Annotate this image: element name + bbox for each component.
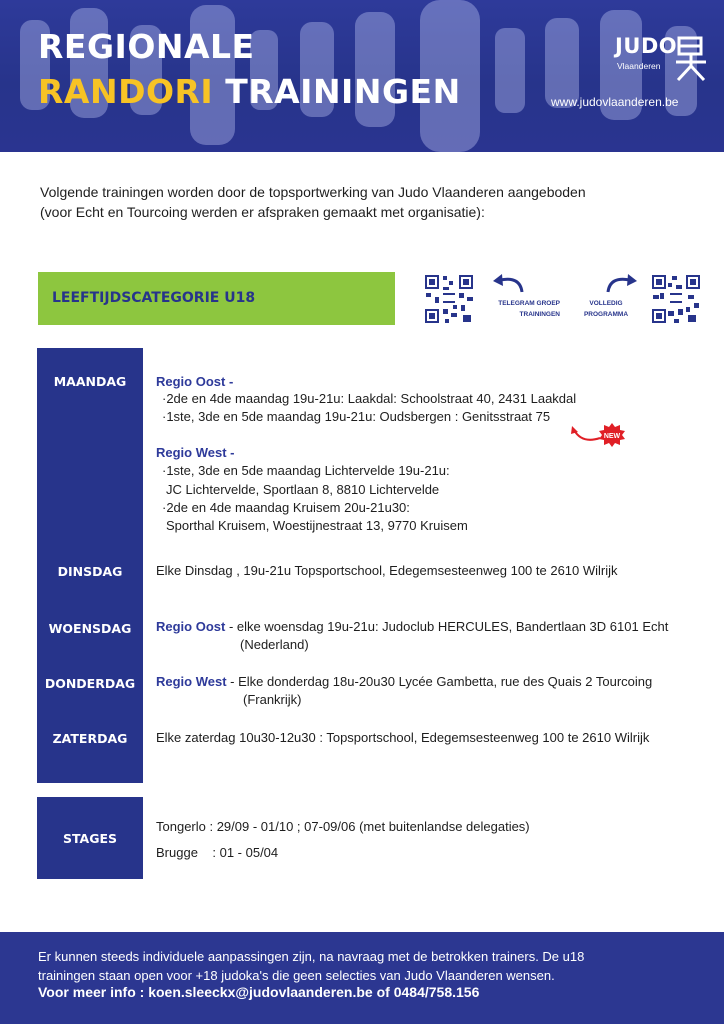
judo-vlaanderen-logo <box>615 34 710 86</box>
header-banner <box>0 0 724 152</box>
telegram-caption <box>482 298 560 320</box>
region-west-label: Regio West - <box>156 445 235 460</box>
title-regionale: REGIONALE <box>38 27 255 66</box>
day-stages: STAGES <box>62 831 118 846</box>
intro-text <box>40 182 700 222</box>
donderdag-details: - Elke donderdag 18u-20u30 Lycée Gambetta, rue des Quais 2 Tourcoing <box>226 674 653 689</box>
day-dinsdag: DINSDAG <box>57 564 123 579</box>
donderdag-region: Regio West <box>156 674 227 689</box>
footer-line-2: trainingen staan open voor +18 judoka's die geen selecties van Judo Vlaanderen wensen. <box>38 968 555 983</box>
website-link[interactable]: www.judovlaanderen.be <box>551 95 679 109</box>
day-maandag: MAANDAG <box>53 374 127 389</box>
title-randori-trainingen <box>38 72 461 111</box>
title-trainingen: TRAININGEN <box>225 72 461 111</box>
curved-arrow-right-icon <box>604 272 640 294</box>
new-badge-text: NEW <box>603 433 621 440</box>
maandag-oost-line-2: ·1ste, 3de en 5de maandag 19u-21u: Oudsbergen : Genitsstraat 75 <box>162 409 551 424</box>
logo-subtext: Vlaanderen <box>617 61 661 71</box>
region-oost-label: Regio Oost - <box>156 374 234 389</box>
stages-line-2: Brugge : 01 - 05/04 <box>156 845 279 860</box>
maandag-oost-line-1: ·2de en 4de maandag 19u-21u: Laakdal: Schoolstraat 40, 2431 Laakdal <box>162 391 577 406</box>
day-woensdag: WOENSDAG <box>48 621 132 636</box>
stages-line-1: Tongerlo : 29/09 - 01/10 ; 07-09/06 (met buitenlandse delegaties) <box>156 819 530 834</box>
day-zaterdag: ZATERDAG <box>52 731 128 746</box>
new-badge-icon <box>570 422 630 448</box>
woensdag-country: (Nederland) <box>240 637 309 652</box>
zaterdag-text: Elke zaterdag 10u30-12u30 : Topsportschool, Edegemsesteenweg 100 te 2610 Wilrijk <box>156 730 650 745</box>
maandag-west-line-1: ·1ste, 3de en 5de maandag Lichtervelde 19u-21u: <box>162 463 450 478</box>
judo-glyph-icon <box>675 36 707 82</box>
maandag-west-line-4: Sporthal Kruisem, Woestijnestraat 13, 9770 Kruisem <box>166 518 468 533</box>
woensdag-text <box>156 618 668 636</box>
category-banner <box>38 272 395 325</box>
donderdag-text <box>156 673 652 691</box>
maandag-west-line-2: JC Lichtervelde, Sportlaan 8, 8810 Lichtervelde <box>166 482 440 497</box>
intro-line-2: (voor Echt en Tourcoing werden er afspraken gemaakt met organisatie): <box>40 204 485 220</box>
footer-contact-info[interactable]: Voor meer info : koen.sleeckx@judovlaanderen.be of 0484/758.156 <box>38 984 480 1000</box>
footer-line-1: Er kunnen steeds individuele aanpassingen zijn, na navraag met de betrokken trainers. De u18 <box>38 949 585 964</box>
donderdag-country: (Frankrijk) <box>243 692 302 707</box>
footer-notice <box>38 947 584 985</box>
woensdag-details: - elke woensdag 19u-21u: Judoclub HERCULES, Bandertlaan 3D 6101 Echt <box>225 619 669 634</box>
telegram-caption-line-2: TRAININGEN <box>519 311 560 318</box>
qr-code-icon[interactable] <box>650 273 702 325</box>
title-randori: RANDORI <box>38 72 214 111</box>
dinsdag-text: Elke Dinsdag , 19u-21u Topsportschool, Edegemsesteenweg 100 te 2610 Wilrijk <box>156 563 618 578</box>
maandag-west-label <box>156 444 235 462</box>
maandag-oost-label <box>156 373 233 391</box>
telegram-caption-line-1: TELEGRAM GROEP <box>498 300 560 307</box>
programma-caption <box>573 298 639 320</box>
day-donderdag: DONDERDAG <box>44 676 136 691</box>
intro-line-1: Volgende trainingen worden door de topsportwerking van Judo Vlaanderen aangeboden <box>40 184 586 200</box>
maandag-west-line-3: ·2de en 4de maandag Kruisem 20u-21u30: <box>162 500 410 515</box>
programma-caption-line-1: VOLLEDIG <box>589 300 623 307</box>
curved-arrow-left-icon <box>490 272 526 294</box>
programma-caption-line-2: PROGRAMMA <box>583 311 629 318</box>
category-label: LEEFTIJDSCATEGORIE U18 <box>52 290 256 306</box>
qr-code-icon[interactable] <box>423 273 475 325</box>
woensdag-region: Regio Oost <box>156 619 226 634</box>
logo-text: JUDO <box>615 34 678 58</box>
